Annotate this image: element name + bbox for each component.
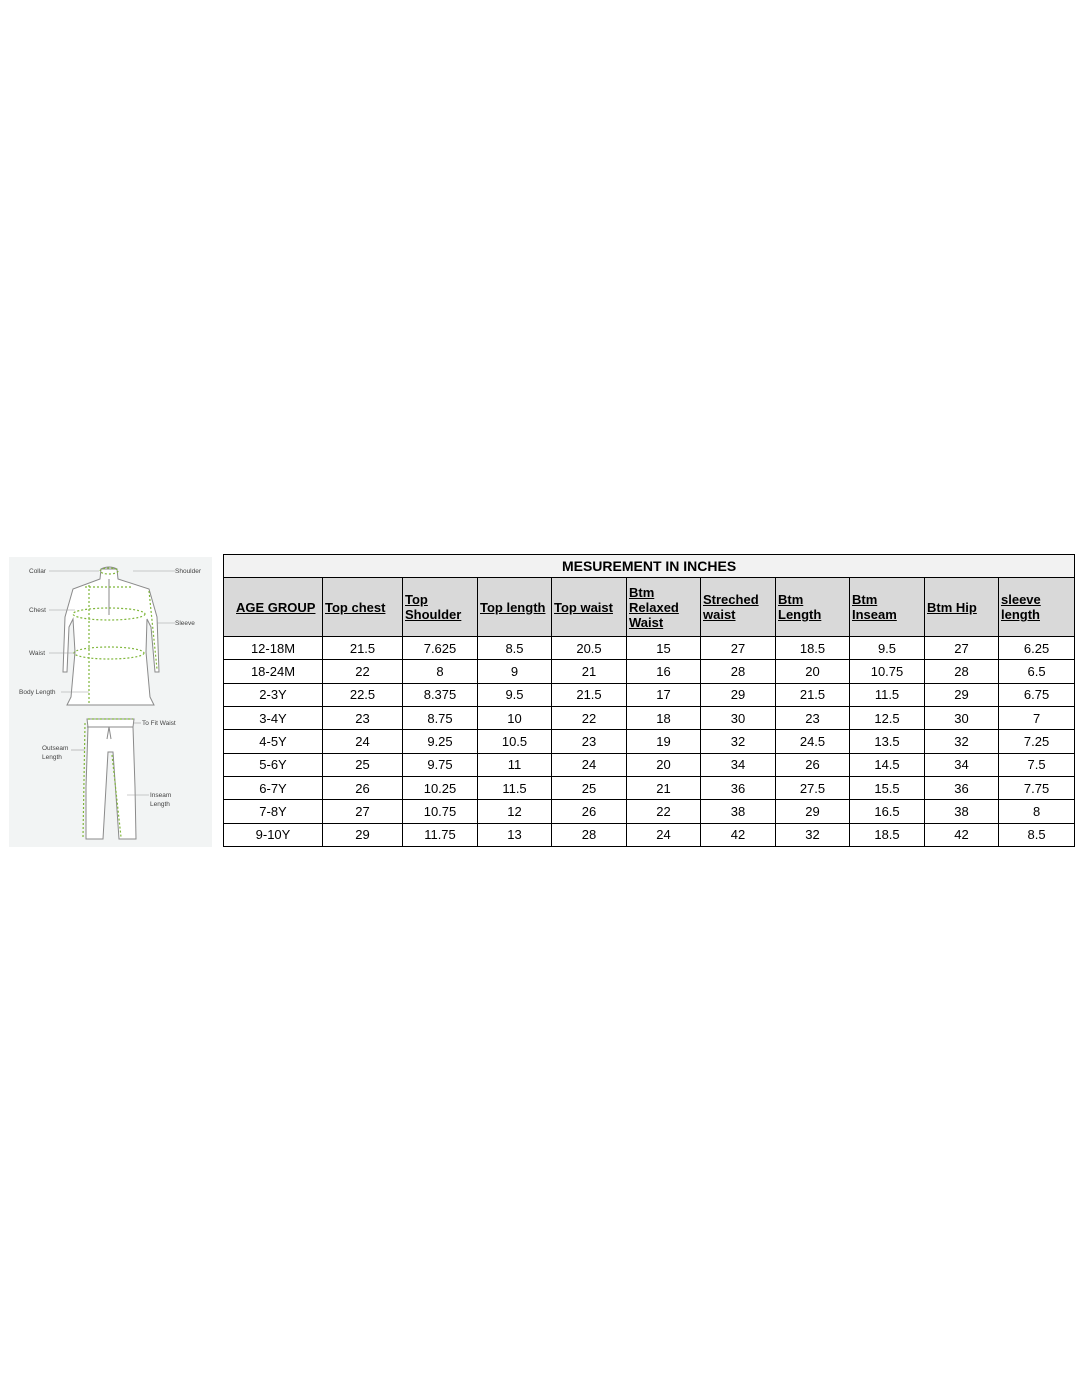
measurement-cell: 42 (701, 823, 776, 846)
column-header: Btm Inseam (850, 578, 925, 637)
measurement-cell: 24 (627, 823, 701, 846)
age-group-cell: 3-4Y (224, 706, 323, 729)
measurement-cell: 6.5 (999, 660, 1075, 683)
measurement-cell: 8.5 (999, 823, 1075, 846)
measurement-cell: 25 (552, 776, 627, 799)
measurement-cell: 11.75 (403, 823, 478, 846)
measurement-cell: 18 (627, 706, 701, 729)
age-group-cell: 2-3Y (224, 683, 323, 706)
measurement-cell: 27 (925, 637, 999, 660)
to-fit-waist-label: To Fit Waist (142, 720, 176, 727)
measurement-cell: 23 (323, 706, 403, 729)
measurement-cell: 9.5 (850, 637, 925, 660)
shoulder-label: Shoulder (175, 568, 202, 575)
measurement-cell: 26 (552, 800, 627, 823)
measurement-cell: 25 (323, 753, 403, 776)
column-header: Top length (478, 578, 552, 637)
measurement-cell: 21 (552, 660, 627, 683)
measurement-cell: 27 (701, 637, 776, 660)
measurement-cell: 11 (478, 753, 552, 776)
table-row (224, 753, 1075, 776)
measurement-cell: 19 (627, 730, 701, 753)
measurement-cell: 23 (552, 730, 627, 753)
measurement-cell: 26 (323, 776, 403, 799)
measurement-cell: 32 (776, 823, 850, 846)
measurement-cell: 24.5 (776, 730, 850, 753)
measurement-cell: 29 (323, 823, 403, 846)
body-length-label: Body Length (19, 689, 56, 696)
measurement-cell: 14.5 (850, 753, 925, 776)
age-group-cell: 4-5Y (224, 730, 323, 753)
measurement-cell: 28 (552, 823, 627, 846)
inseam-label-line2: Length (150, 801, 170, 808)
measurement-cell: 36 (925, 776, 999, 799)
measurement-cell: 7.5 (999, 753, 1075, 776)
measurement-cell: 15.5 (850, 776, 925, 799)
table-row (224, 637, 1075, 660)
measurement-cell: 7.625 (403, 637, 478, 660)
measurement-cell: 8.375 (403, 683, 478, 706)
measurement-cell: 30 (925, 706, 999, 729)
column-header: Btm Length (776, 578, 850, 637)
measurement-cell: 38 (925, 800, 999, 823)
measurement-cell: 7.75 (999, 776, 1075, 799)
measurement-cell: 18.5 (850, 823, 925, 846)
pajama-outline (86, 719, 136, 839)
chest-label: Chest (29, 607, 46, 614)
kurta-outline (63, 567, 159, 705)
measurement-cell: 16.5 (850, 800, 925, 823)
measurement-cell: 20.5 (552, 637, 627, 660)
measurement-cell: 11.5 (478, 776, 552, 799)
measurement-cell: 29 (776, 800, 850, 823)
measurement-cell: 7 (999, 706, 1075, 729)
measurement-cell: 36 (701, 776, 776, 799)
measurement-cell: 21.5 (776, 683, 850, 706)
measurement-cell: 7.25 (999, 730, 1075, 753)
age-group-cell: 7-8Y (224, 800, 323, 823)
table-row (224, 706, 1075, 729)
measurement-cell: 10.5 (478, 730, 552, 753)
collar-label: Collar (29, 568, 46, 575)
table-row (224, 776, 1075, 799)
measurement-cell: 38 (701, 800, 776, 823)
measurement-cell: 9.75 (403, 753, 478, 776)
measurement-cell: 34 (701, 753, 776, 776)
table-title: MESUREMENT IN INCHES (224, 555, 1075, 578)
garment-measurement-diagram (9, 557, 212, 847)
table-title-row (224, 555, 1075, 578)
age-group-cell: 5-6Y (224, 753, 323, 776)
table-row (224, 660, 1075, 683)
measurement-cell: 9.25 (403, 730, 478, 753)
measurement-cell: 10.25 (403, 776, 478, 799)
measurement-cell: 32 (701, 730, 776, 753)
measurement-cell: 34 (925, 753, 999, 776)
measurement-cell: 6.25 (999, 637, 1075, 660)
column-header: sleeve length (999, 578, 1075, 637)
measurement-cell: 10.75 (403, 800, 478, 823)
table-row (224, 800, 1075, 823)
column-header: Btm Relaxed Waist (627, 578, 701, 637)
measurement-cell: 10 (478, 706, 552, 729)
measurement-cell: 11.5 (850, 683, 925, 706)
age-group-cell: 6-7Y (224, 776, 323, 799)
measurement-cell: 32 (925, 730, 999, 753)
measurement-cell: 18.5 (776, 637, 850, 660)
age-group-cell: 12-18M (224, 637, 323, 660)
measurement-cell: 29 (701, 683, 776, 706)
measurement-cell: 10.75 (850, 660, 925, 683)
column-header: Top chest (323, 578, 403, 637)
column-header: Btm Hip (925, 578, 999, 637)
measurement-cell: 24 (323, 730, 403, 753)
measurement-cell: 6.75 (999, 683, 1075, 706)
measurement-cell: 22 (627, 800, 701, 823)
waist-label: Waist (29, 650, 46, 657)
size-chart-table (223, 554, 1075, 847)
inseam-label-line1: Inseam (150, 792, 172, 799)
measurement-cell: 16 (627, 660, 701, 683)
column-header: Top waist (552, 578, 627, 637)
measurement-cell: 21 (627, 776, 701, 799)
measurement-cell: 8.5 (478, 637, 552, 660)
outseam-label-line2: Length (42, 754, 62, 761)
column-header: Streched waist (701, 578, 776, 637)
table-row (224, 823, 1075, 846)
table-row (224, 730, 1075, 753)
measurement-cell: 17 (627, 683, 701, 706)
measurement-cell: 13 (478, 823, 552, 846)
measurement-cell: 42 (925, 823, 999, 846)
measurement-cell: 23 (776, 706, 850, 729)
measurement-cell: 24 (552, 753, 627, 776)
table-row (224, 683, 1075, 706)
measurement-cell: 22 (552, 706, 627, 729)
garment-sketch (9, 557, 212, 847)
measurement-cell: 9.5 (478, 683, 552, 706)
measurement-cell: 8 (999, 800, 1075, 823)
measurement-cell: 21.5 (323, 637, 403, 660)
measurement-cell: 21.5 (552, 683, 627, 706)
measurement-cell: 22 (323, 660, 403, 683)
measurement-cell: 26 (776, 753, 850, 776)
measurement-cell: 27.5 (776, 776, 850, 799)
measurement-cell: 28 (925, 660, 999, 683)
measurement-cell: 20 (776, 660, 850, 683)
column-header: AGE GROUP (224, 578, 323, 637)
measurement-cell: 22.5 (323, 683, 403, 706)
measurement-cell: 13.5 (850, 730, 925, 753)
age-group-cell: 9-10Y (224, 823, 323, 846)
measurement-cell: 30 (701, 706, 776, 729)
measurement-cell: 9 (478, 660, 552, 683)
measurement-cell: 8 (403, 660, 478, 683)
measurement-cell: 8.75 (403, 706, 478, 729)
outseam-label-line1: Outseam (42, 745, 69, 752)
measurement-cell: 12 (478, 800, 552, 823)
age-group-cell: 18-24M (224, 660, 323, 683)
measurement-cell: 29 (925, 683, 999, 706)
measurement-cell: 20 (627, 753, 701, 776)
measurement-cell: 27 (323, 800, 403, 823)
measurement-cell: 15 (627, 637, 701, 660)
table-header-row (224, 578, 1075, 637)
sleeve-label: Sleeve (175, 620, 195, 627)
measurement-cell: 12.5 (850, 706, 925, 729)
table-body (224, 637, 1075, 847)
column-header: Top Shoulder (403, 578, 478, 637)
measurement-cell: 28 (701, 660, 776, 683)
